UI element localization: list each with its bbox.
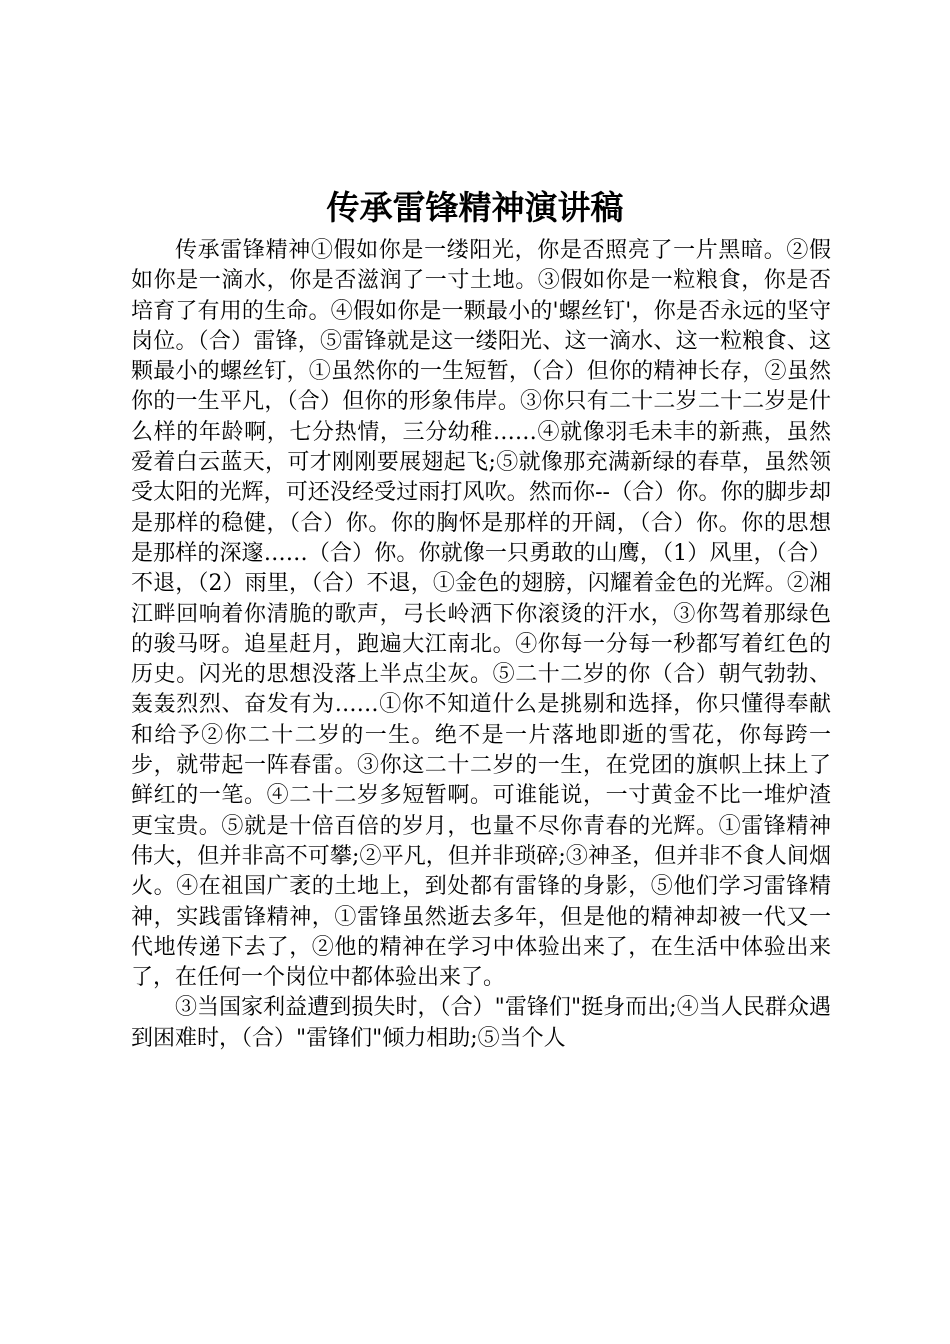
document-title: 传承雷锋精神演讲稿 xyxy=(326,188,624,227)
paragraph-1: 传承雷锋精神①假如你是一缕阳光，你是否照亮了一片黑暗。②假如你是一滴水，你是否滋润了一寸土地。③假如你是一粒粮食，你是否培育了有用的生命。④假如你是一颗最小的'螺丝钉'，你是否永远的坚守岗位。（合）雷锋，⑤雷锋就是这一缕阳光、这一滴水、这一粒粮食、这颗最小的螺丝钉，①虽然你的一生短暂，（合）但你的精神长存，②虽然你的一生平凡，（合）但你的形象伟岸。③你只有二十二岁二十二岁是什么样的年龄啊，七分热情，三分幼稚……④就像羽毛未丰的新燕，虽然爱着白云蓝天，可才刚刚要展翅起飞;⑤就像那充满新绿的春草，虽然领受太阳的光辉，可还没经受过雨打风吹。然而你--（合）你。你的脚步却是那样的稳健，（合）你。你的胸怀是那样的开阔，（合）你。你的思想是那样的深邃……（合）你。你就像一只勇敢的山鹰，（1）风里，（合）不退，（2）雨里，（合）不退，①金色的翅膀，闪耀着金色的光辉。②湘江畔回响着你清脆的歌声，弓长岭洒下你滚烫的汗水，③你驾着那绿色的骏马呀。追星赶月，跑遍大江南北。④你每一分每一秒都写着红色的历史。闪光的思想没落上半点尘灰。⑤二十二岁的你（合）朝气勃勃、轰轰烈烈、奋发有为……①你不知道什么是挑剔和选择，你只懂得奉献和给予②你二十二岁的一生。绝不是一片落地即逝的雪花，你每跨一步，就带起一阵春雷。③你这二十二岁的一生，在党团的旗帜上抹上了鲜红的一笔。④二十二岁多短暂啊。可谁能说，一寸黄金不比一堆炉渣更宝贵。⑤就是十倍百倍的岁月，也量不尽你青春的光辉。①雷锋精神伟大，但并非高不可攀;②平凡，但并非琐碎;③神圣，但并非不食人间烟火。④在祖国广袤的土地上，到处都有雷锋的身影，⑤他们学习雷锋精神，实践雷锋精神，①雷锋虽然逝去多年，但是他的精神却被一代又一代地传递下去了，②他的精神在学习中体验出来了，在生活中体验出来了，在任何一个岗位中都体验出来了。 xyxy=(131,238,831,991)
paragraph-2: ③当国家利益遭到损失时，（合）"雷锋们"挺身而出;④当人民群众遇到困难时，（合）"雷锋们"倾力相助;⑤当个人 xyxy=(131,995,831,1051)
document-body xyxy=(131,236,831,1054)
